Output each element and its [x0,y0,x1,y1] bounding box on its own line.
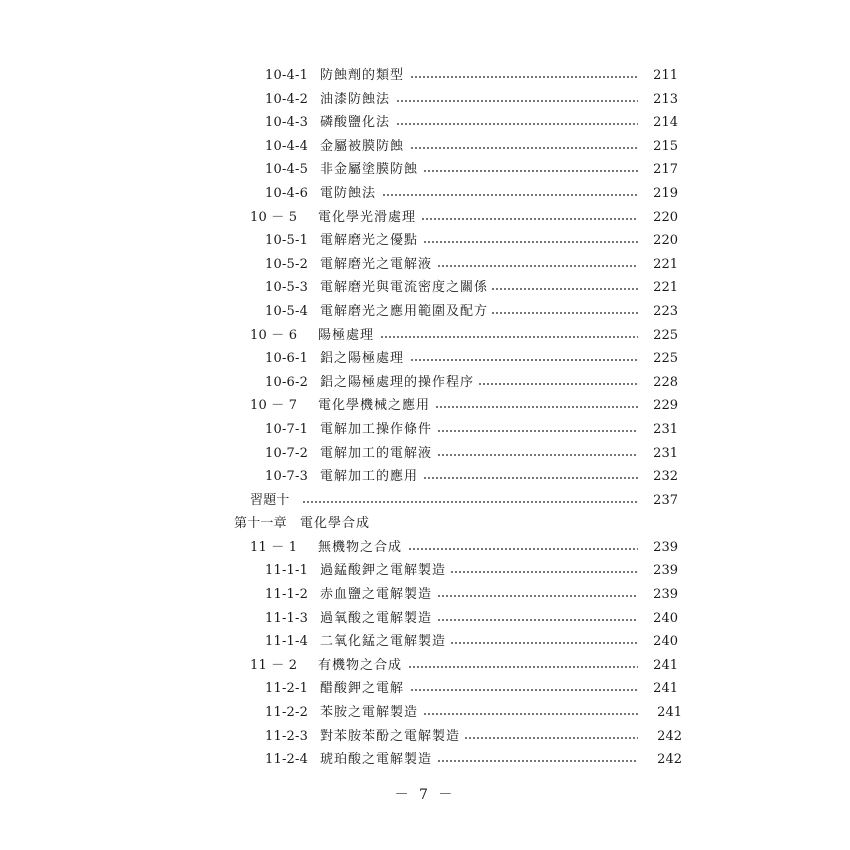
toc-entry-title: 琥珀酸之電解製造 [320,752,433,768]
dot-leader [437,595,638,597]
toc-entry-number: 10 － 6 [250,327,298,343]
dot-leader [464,737,638,739]
toc-entry-title: 對苯胺苯酚之電解製造 [320,728,461,744]
toc-entry-number: 10-7-2 [265,445,309,461]
dot-leader [423,713,638,715]
dot-leader [410,147,638,149]
toc-entry [0,276,850,300]
toc-entry-page: 239 [653,539,678,555]
toc-entry-number: 10-6-1 [265,351,309,367]
toc-entry-page: 225 [653,351,678,367]
toc-entry-page: 228 [653,374,678,390]
toc-entry [0,135,850,159]
toc-entry [0,253,850,277]
toc-entry-page: 221 [653,256,678,272]
toc-entry-number: 第十一章 [234,516,287,532]
dot-leader [423,170,638,172]
toc-entry [0,371,850,395]
toc-entry [0,347,850,371]
toc-entry [0,206,850,230]
dot-leader [423,241,638,243]
toc-entry-page: 217 [653,162,678,178]
toc-entry-page: 241 [657,705,682,721]
dot-leader [408,548,638,550]
toc-entry-page: 231 [653,445,678,461]
toc-entry-number: 10-6-2 [265,374,309,390]
toc-entry-page: 220 [653,233,678,249]
dot-leader [478,383,638,385]
dot-leader [302,501,638,503]
toc-entry-title: 電解加工的電解液 [320,445,433,461]
toc-entry-title: 電解加工的應用 [320,469,419,485]
toc-entry-title: 電化學光滑處理 [318,209,417,225]
dot-leader [491,312,638,314]
toc-entry-number: 10-4-5 [265,162,309,178]
toc-entry [0,229,850,253]
toc-entry-number: 10 － 7 [250,398,298,414]
toc-entry-title: 有機物之合成 [318,657,403,673]
toc-entry [0,607,850,631]
toc-entry-number: 11-1-4 [265,634,309,650]
toc-entry-page: 221 [653,280,678,296]
toc-entry-number: 習題十 [250,492,290,508]
toc-entry [0,536,850,560]
toc-entry [0,559,850,583]
toc-entry-page: 215 [653,138,678,154]
toc-entry-number: 11-1-1 [265,563,309,579]
toc-entry-number: 11 － 1 [250,539,298,555]
toc-entry-number: 11-1-3 [265,610,309,626]
dot-leader [396,123,638,125]
toc-entry-page: 240 [653,610,678,626]
toc-entry-title: 防蝕劑的類型 [320,68,405,83]
toc-entry [0,300,850,324]
toc-entry-title: 電化學合成 [300,516,371,532]
toc-entry-page: 242 [657,728,682,744]
toc-entry-page: 239 [653,563,678,579]
toc-entry-number: 11-2-3 [265,728,309,744]
toc-entry-title: 鋁之陽極處理的操作程序 [320,374,475,390]
toc-entry-page: 242 [657,752,682,768]
toc-entry [0,489,850,513]
dot-leader [491,288,638,290]
toc-entry-number: 11-1-2 [265,587,309,603]
toc-entry-title: 油漆防蝕法 [320,91,391,107]
toc-entry-page: 211 [653,68,678,83]
toc-entry [0,512,850,536]
toc-entry-number: 11 － 2 [250,657,298,673]
toc-entry-number: 10-7-3 [265,469,309,485]
dot-leader [437,265,638,267]
toc-entry [0,182,850,206]
toc-entry [0,583,850,607]
dot-leader [437,619,638,621]
dot-leader [435,406,638,408]
toc-entry-page: 241 [653,657,678,673]
toc-entry-page: 237 [653,492,678,508]
dot-leader [410,689,638,691]
toc-entry-title: 金屬被膜防蝕 [320,138,405,154]
toc-entry [0,442,850,466]
toc-entry-page: 240 [653,634,678,650]
toc-entry [0,701,850,725]
toc-entry [0,418,850,442]
dot-leader [382,194,638,196]
toc-entry-page: 213 [653,91,678,107]
toc-entry-page: 223 [653,303,678,319]
toc-entry-page: 229 [653,398,678,414]
toc-entry [0,654,850,678]
dot-leader [437,430,638,432]
toc-entry-title: 過錳酸鉀之電解製造 [320,563,447,579]
toc-entry-page: 225 [653,327,678,343]
toc-entry-number: 10-4-6 [265,185,309,201]
dot-leader [437,760,638,762]
toc-entry [0,158,850,182]
toc-entry-number: 10-5-1 [265,233,309,249]
toc-entry-title: 磷酸鹽化法 [320,115,391,131]
toc-entry-title: 無機物之合成 [318,539,403,555]
dot-leader [421,218,638,220]
table-of-contents [0,64,850,772]
toc-entry-page: 219 [653,185,678,201]
dot-leader [408,666,638,668]
toc-entry-title: 醋酸鉀之電解 [320,681,405,697]
dot-leader [450,571,638,573]
toc-entry-title: 電解磨光之應用範圍及配方 [320,303,489,319]
toc-entry-title: 鋁之陽極處理 [320,351,405,367]
toc-entry [0,748,850,772]
toc-entry-title: 電解加工操作條件 [320,421,433,437]
toc-entry-title: 電化學機械之應用 [318,398,431,414]
toc-entry [0,324,850,348]
toc-entry-page: 231 [653,421,678,437]
toc-entry [0,64,850,88]
dot-leader [450,642,638,644]
toc-entry [0,725,850,749]
toc-entry-page: 239 [653,587,678,603]
toc-entry-page: 220 [653,209,678,225]
toc-entry-title: 過氧酸之電解製造 [320,610,433,626]
toc-entry-title: 電解磨光之電解液 [320,256,433,272]
toc-entry-title: 二氧化錳之電解製造 [320,634,447,650]
dot-leader [380,336,638,338]
dot-leader [410,359,638,361]
toc-entry [0,111,850,135]
toc-entry [0,465,850,489]
toc-entry-number: 10-5-4 [265,303,309,319]
toc-entry-number: 11-2-4 [265,752,309,768]
toc-entry [0,88,850,112]
toc-entry [0,630,850,654]
toc-entry-title: 非金屬塗膜防蝕 [320,162,419,178]
toc-entry-number: 10-5-3 [265,280,309,296]
toc-entry-number: 11-2-1 [265,681,309,697]
toc-entry-page: 232 [653,469,678,485]
toc-entry-number: 10-5-2 [265,256,309,272]
toc-entry-title: 苯胺之電解製造 [320,705,419,721]
dot-leader [410,76,638,78]
toc-entry-page: 241 [653,681,678,697]
toc-entry-number: 10-4-2 [265,91,309,107]
toc-entry-title: 電解磨光之優點 [320,233,419,249]
toc-entry-number: 10-4-3 [265,115,309,131]
page-number: － 7 － [394,787,456,803]
toc-entry-page: 214 [653,115,678,131]
toc-entry-title: 赤血鹽之電解製造 [320,587,433,603]
dot-leader [423,477,638,479]
toc-entry-title: 陽極處理 [318,327,375,343]
dot-leader [396,100,638,102]
toc-entry-number: 11-2-2 [265,705,309,721]
toc-entry-number: 10-4-4 [265,138,309,154]
toc-entry-number: 10-7-1 [265,421,309,437]
toc-entry [0,677,850,701]
toc-entry-number: 10 － 5 [250,209,298,225]
toc-entry [0,394,850,418]
dot-leader [437,454,638,456]
toc-entry-title: 電防蝕法 [320,185,377,201]
toc-entry-title: 電解磨光與電流密度之關係 [320,280,489,296]
toc-entry-number: 10-4-1 [265,68,309,83]
